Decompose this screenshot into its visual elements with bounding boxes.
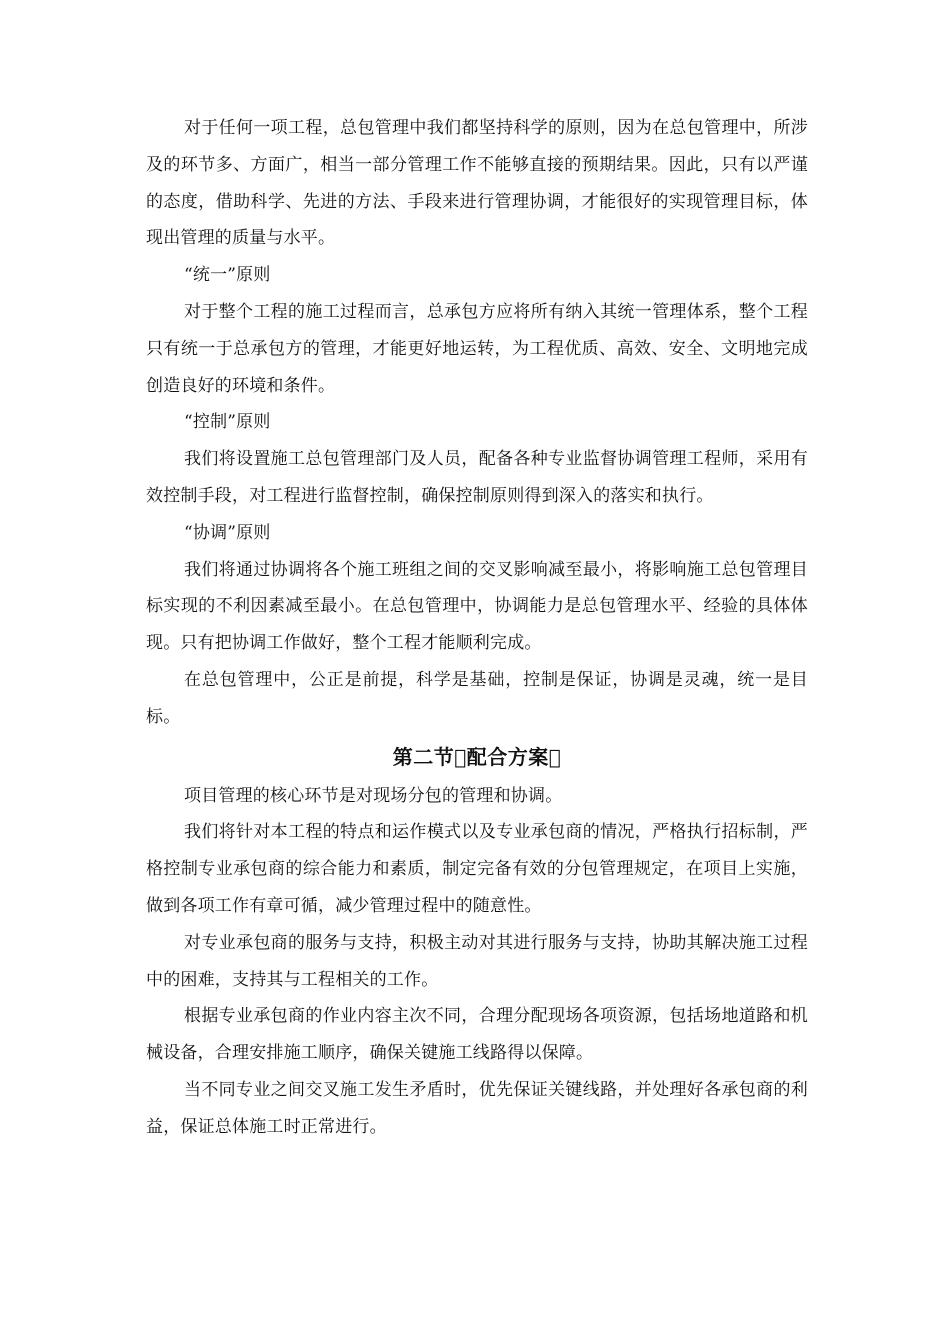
- paragraph-coordination-principle: 我们将通过协调将各个施工班组之间的交叉影响减至最小，将影响施工总包管理目标实现的不利因素减至最小。在总包管理中，协调能力是总包管理水平、经验的具体体现。只有把协调工作做好，整个工程才能顺利完成。: [146, 559, 808, 654]
- document-page: [146, 110, 808, 1146]
- subheading-coordination-principle: “协调”原则: [184, 522, 271, 543]
- paragraph-control-principle: 我们将设置施工总包管理部门及人员，配备各种专业监督协调管理工程师，采用有效控制手段，对工程进行监督控制，确保控制原则得到深入的落实和执行。: [146, 449, 808, 506]
- paragraph-service-support: 对专业承包商的服务与支持，积极主动对其进行服务与支持，协助其解决施工过程中的困难，支持其与工程相关的工作。: [146, 932, 808, 990]
- paragraph-conflict-handling: 当不同专业之间交叉施工发生矛盾时，优先保证关键线路，并处理好各承包商的利益，保证总体施工时正常进行。: [146, 1079, 808, 1137]
- paragraph-resource-allocation: 根据专业承包商的作业内容主次不同，合理分配现场各项资源，包括场地道路和机械设备，合理安排施工顺序，确保关键施工线路得以保障。: [146, 1006, 808, 1064]
- subheading-unity-principle: “统一”原则: [184, 265, 271, 286]
- paragraph-unity-principle: 对于整个工程的施工过程而言，总承包方应将所有纳入其统一管理体系，整个工程只有统一于总承包方的管理，才能更好地运转，为工程优质、高效、安全、文明地完成创造良好的环境和条件。: [146, 301, 808, 396]
- paragraph-science-principle: 对于任何一项工程，总包管理中我们都坚持科学的原则，因为在总包管理中，所涉及的环节多、方面广，相当一部分管理工作不能够直接的预期结果。因此，只有以严谨的态度，借助科学、先进的方法、手段来进行管理协调，才能很好的实现管理目标，体现出管理的质量与水平。: [146, 118, 808, 249]
- paragraph-summary: 在总包管理中，公正是前提，科学是基础，控制是保证，协调是灵魂，统一是目标。: [146, 669, 808, 727]
- subheading-control-principle: “控制”原则: [184, 412, 271, 433]
- section-title: 第二节 配合方案 : [392, 744, 562, 769]
- paragraph-tender-system: 我们将针对本工程的特点和运作模式以及专业承包商的情况，严格执行招标制，严格控制专业承包商的综合能力和素质，制定完备有效的分包管理规定，在项目上实施，做到各项工作有章可循，减少管理过程中的随意性。: [146, 822, 808, 916]
- paragraph-core-link: 项目管理的核心环节是对现场分包的管理和协调。: [184, 785, 563, 806]
